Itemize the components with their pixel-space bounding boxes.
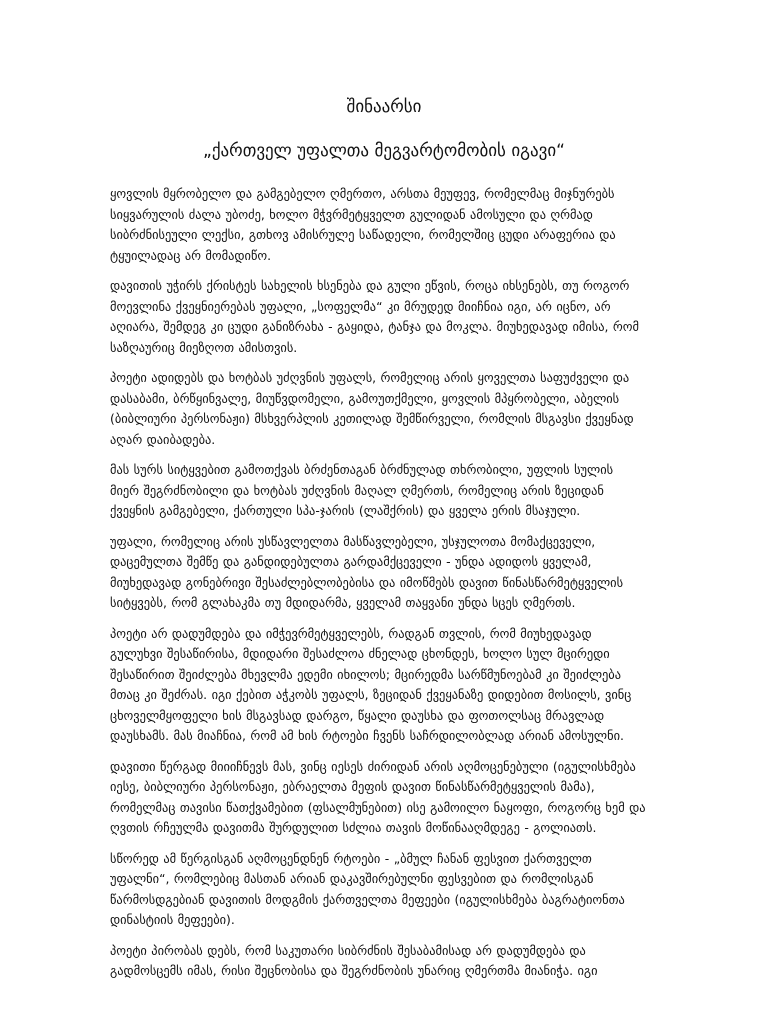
text-line: სიტყვებს, რომ გლახაკმა თუ მდიდარმა, ყველამ თაყვანი უნდა სცეს ღმერთს. <box>110 595 576 610</box>
document-subtitle: „ქართველ უფალთა მეგვარტომობის იგავი“ <box>203 141 565 161</box>
text-line: უფალი, რომელიც არის უსწავლელთა მასწავლებელი, უსჯულოთა მომაქცეველი, <box>110 533 596 549</box>
text-line: საზღაურიც მიეზღოთ ამისთვის. <box>110 339 298 355</box>
paragraph-5 <box>110 532 658 614</box>
paragraph-9 <box>110 941 658 982</box>
text-line: სიყვარულის ძალა უბოძე, ხოლო მჭვრმეტყველთ გულიდან ამოსული და ღრმად <box>110 206 593 222</box>
text-line: აღარ დაიბადება. <box>110 431 216 447</box>
page-heading: შინაარსი <box>346 97 422 117</box>
text-line: ქვეყნის გამგებელი, ქართული სპა-ჯარის (ლაშქრის) და ყველა ერის მსაჯული. <box>110 503 581 518</box>
text-line: სწორედ ამ წერგისგან აღმოცენდნენ რტოები - „ბმულ ჩანან ფესვით ქართველთ <box>110 850 592 866</box>
text-line: ყოვლის მყრობელო და გამგებელო ღმერთო, არსთა მეუფევ, რომელმაც მიჯნურებს <box>110 186 615 201</box>
text-line: პოეტი პირობას დებს, რომ საკუთარი სიბრძნის შესაბამისად არ დადუმდება და <box>110 942 586 958</box>
text-line: ღვთის რჩეულმა დავითმა შურდულით სძლია თავის მოწინააღმდეგე - გოლიათს. <box>110 820 597 835</box>
text-line: ტყუილადაც არ მომადიწო. <box>110 247 272 263</box>
text-line: უფალნი“, რომლებიც მასთან არიან დაკავშირებულნი ფესვებით და რომლისგან <box>110 871 594 886</box>
text-line: მთაც კი შეძრას. იგი ქებით აჭკობს უფალს, ზეციდან ქვეყანაზე დიდებით მოსილს, ვინც <box>110 687 632 702</box>
paragraph-6 <box>110 624 658 747</box>
text-line: პოეტი არ დადუმდება და იმჭევრმეტყველებს, რადგან თვლის, რომ მიუხედავად <box>110 625 592 641</box>
text-line: ცხოველმყოფელი ხის მსგავსად დარგო, წყალი დაუსხა და ფოთოლსაც მრავლად <box>110 707 605 723</box>
text-line: გადმოსცემს იმას, რისი შეცნობისა და შეგრძნობის უნარიც ღმერთმა მიანიჭა. იგი <box>110 963 598 978</box>
paragraph-4 <box>110 460 658 522</box>
text-line: დაუსხამს. მას მიაჩნია, რომ ამ ხის რტოები ჩვენს საჩრდილობლად არიან ამოსულნი. <box>110 728 624 743</box>
text-line: დავითის უჭირს ქრისტეს სახელის ხსენება და გული ეწვის, როცა იხსენებს, თუ როგორ <box>110 278 630 293</box>
text-line: დასაბამი, ბრწყინვალე, მიუწვდომელი, გამოუთქმელი, ყოვლის მპყრობელი, აბელის <box>110 390 620 406</box>
text-line: (ბიბლიური პერსონაჟი) მსხვერპლის კეთილად შემწირველი, რომლის მსგავსი ქვეყნად <box>110 411 634 426</box>
text-line: აღიარა, შემდეგ კი ცუდი განიზრახა - გაყიდა, ტანჯა და მოკლა. მიუხედავად იმისა, რომ <box>110 319 639 334</box>
paragraph-3 <box>110 368 658 450</box>
text-line: დინასტიის მეფეები). <box>110 912 235 927</box>
text-line: წარმოსდგებიან დავითის მოდგმის ქართველთა მეფეები (იგულისხმება ბაგრატიონთა <box>110 891 625 907</box>
text-line: დავითი წერგად მიიიჩნევს მას, ვინც იესეს ძირიდან არის აღმოცენებული (იგულისხმება <box>110 758 636 774</box>
text-line: გულუხვი შესაწირისა, მდიდარი შესაძლოა ძნელად ცხონდეს, ხოლო სულ მცირედი <box>110 646 610 661</box>
text-line: შესაწირით შეიძლება მხევლმა ედემი იხილოს; მცირედმა სარწმუნოებამ კი შეიძლება <box>110 666 622 682</box>
paragraph-2 <box>110 276 658 358</box>
text-line: დაცემულთა შემწე და განდიდებულთა გარდამქცეველი - უნდა ადიდოს ყველამ, <box>110 554 592 569</box>
text-line: მას სურს სიტყვებით გამოთქვას ბრძენთაგან ბრძნულად თხრობილი, უფლის სულის <box>110 462 614 477</box>
body-text <box>110 184 658 982</box>
paragraph-7 <box>110 757 658 839</box>
text-line: იესე, ბიბლიური პერსონაჟი, ებრაელთა მეფის დავით წინასწარმეტყველის მამა), <box>110 779 595 794</box>
paragraph-1 <box>110 184 658 266</box>
text-line: მიერ შეგრძნობილი და ხოტბას უძღვნის მაღალ ღმერთს, რომელიც არის ზეციდან <box>110 482 604 498</box>
paragraph-8 <box>110 849 658 931</box>
text-line: სიბრძნისეული ლექსი, გთხოვ ამისრულე საწადელი, რომელშიც ცუდი არაფერია და <box>110 227 616 242</box>
text-line: მიუხედავად გონებრივი შესაძლებლობებისა და იმოწმებს დავით წინასწარმეტყველის <box>110 574 624 590</box>
text-line: პოეტი ადიდებს და ხოტბას უძღვნის უფალს, რომელიც არის ყოველთა საფუძველი და <box>110 370 630 385</box>
text-line: რომელმაც თავისი წათქვამებით (ფსალმუნებით) ისე გამოილო ნაყოფი, როგორც ხემ და <box>110 799 646 815</box>
text-line: მოევლინა ქვეყნიერებას უფალი, „სოფელმა“ კი მრუდედ მიიჩნია იგი, არ იცნო, არ <box>110 298 611 314</box>
